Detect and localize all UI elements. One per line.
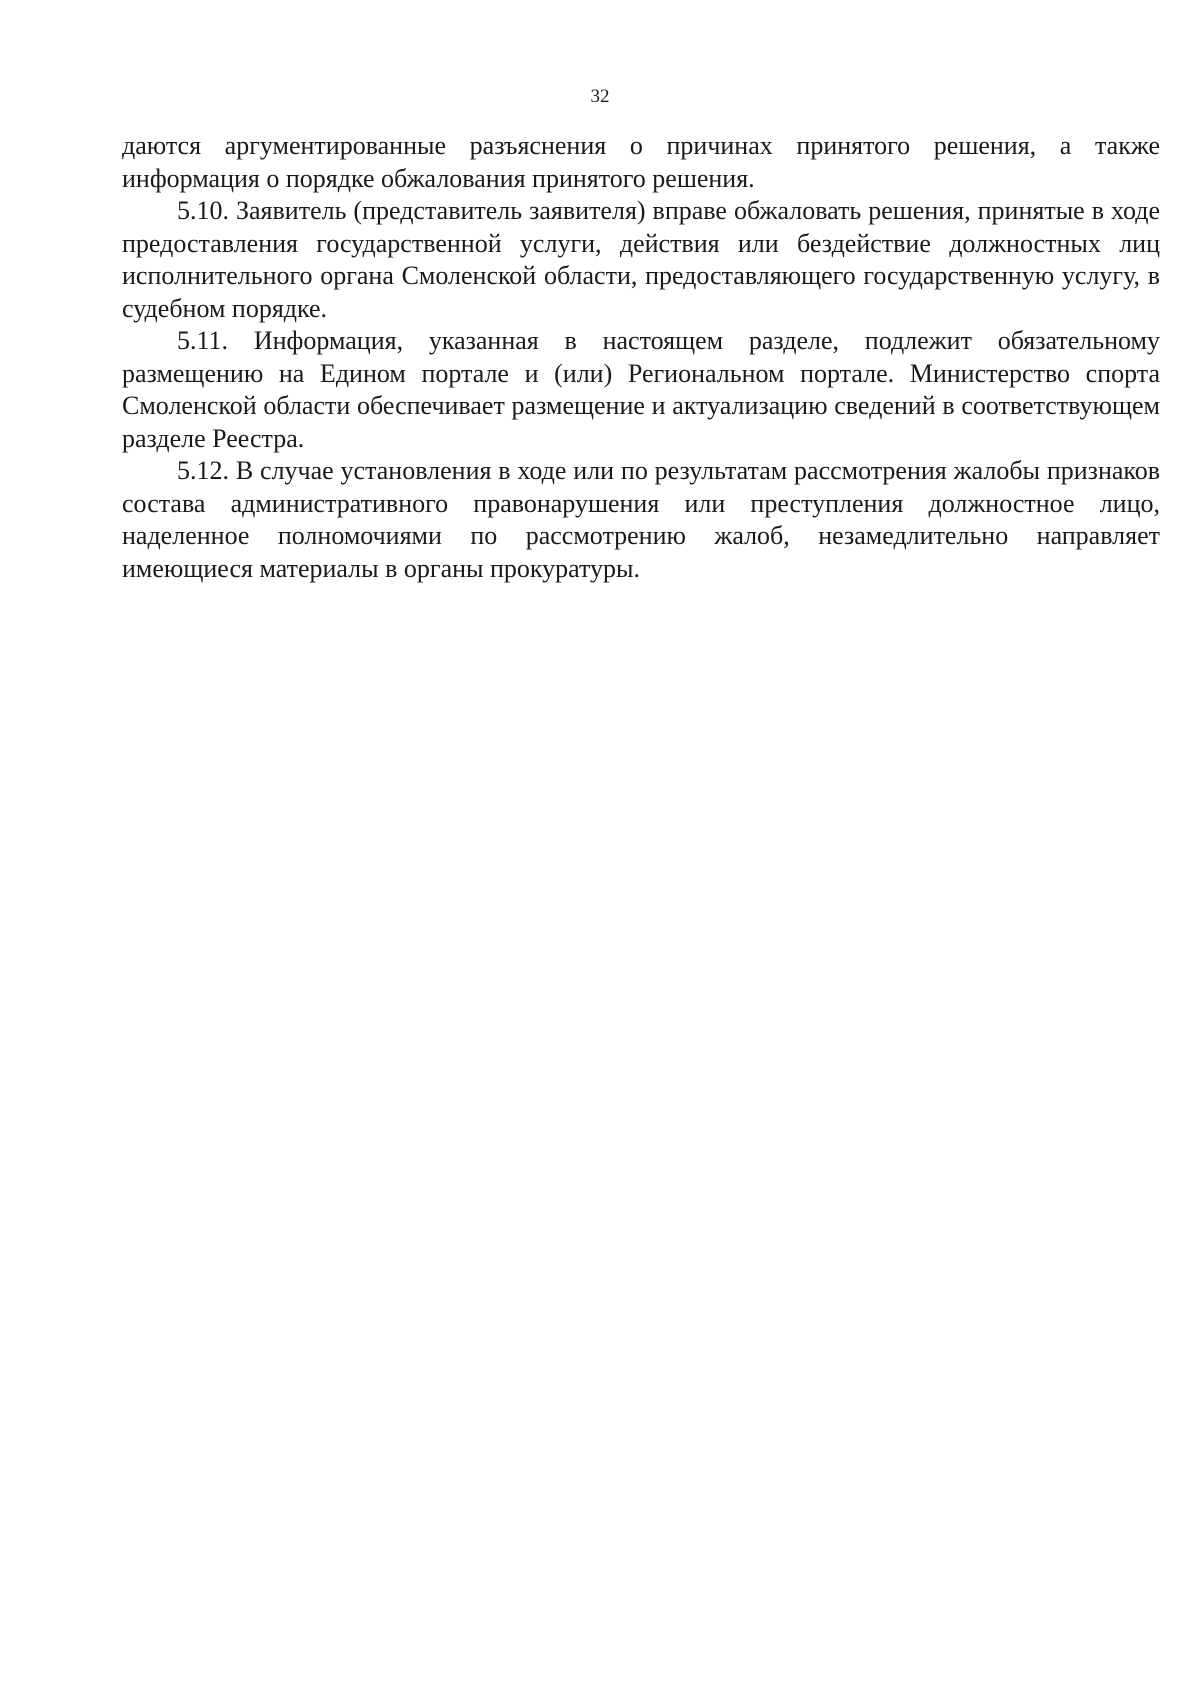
paragraph-5-11: 5.11. Информация, указанная в настоящем разделе, подлежит обязательному размещению на Едином портале и (или) Региональном портале. Министерство спорта Смоленской области обеспечивает размещение и актуализацию сведений в соответствующем разделе Реестра. xyxy=(122,326,1160,453)
document-body xyxy=(122,130,1160,585)
paragraph-5-10: 5.10. Заявитель (представитель заявителя) вправе обжаловать решения, принятые в ходе предоставления государственной услуги, действия или бездействие должностных лиц исполнительного органа Смоленской области, предоставляющего государственную услугу, в судебном порядке. xyxy=(122,196,1160,323)
paragraph-5-12: 5.12. В случае установления в ходе или по результатам рассмотрения жалобы признаков состава административного правонарушения или преступления должностное лицо, наделенное полномочиями по рассмотрению жалоб, незамедлительно направляет имеющиеся материалы в органы прокуратуры. xyxy=(122,456,1160,583)
page-number: 32 xyxy=(590,86,610,107)
paragraph-continuation: даются аргументированные разъяснения о причинах принятого решения, а также информация о порядке обжалования принятого решения. xyxy=(122,131,1160,193)
